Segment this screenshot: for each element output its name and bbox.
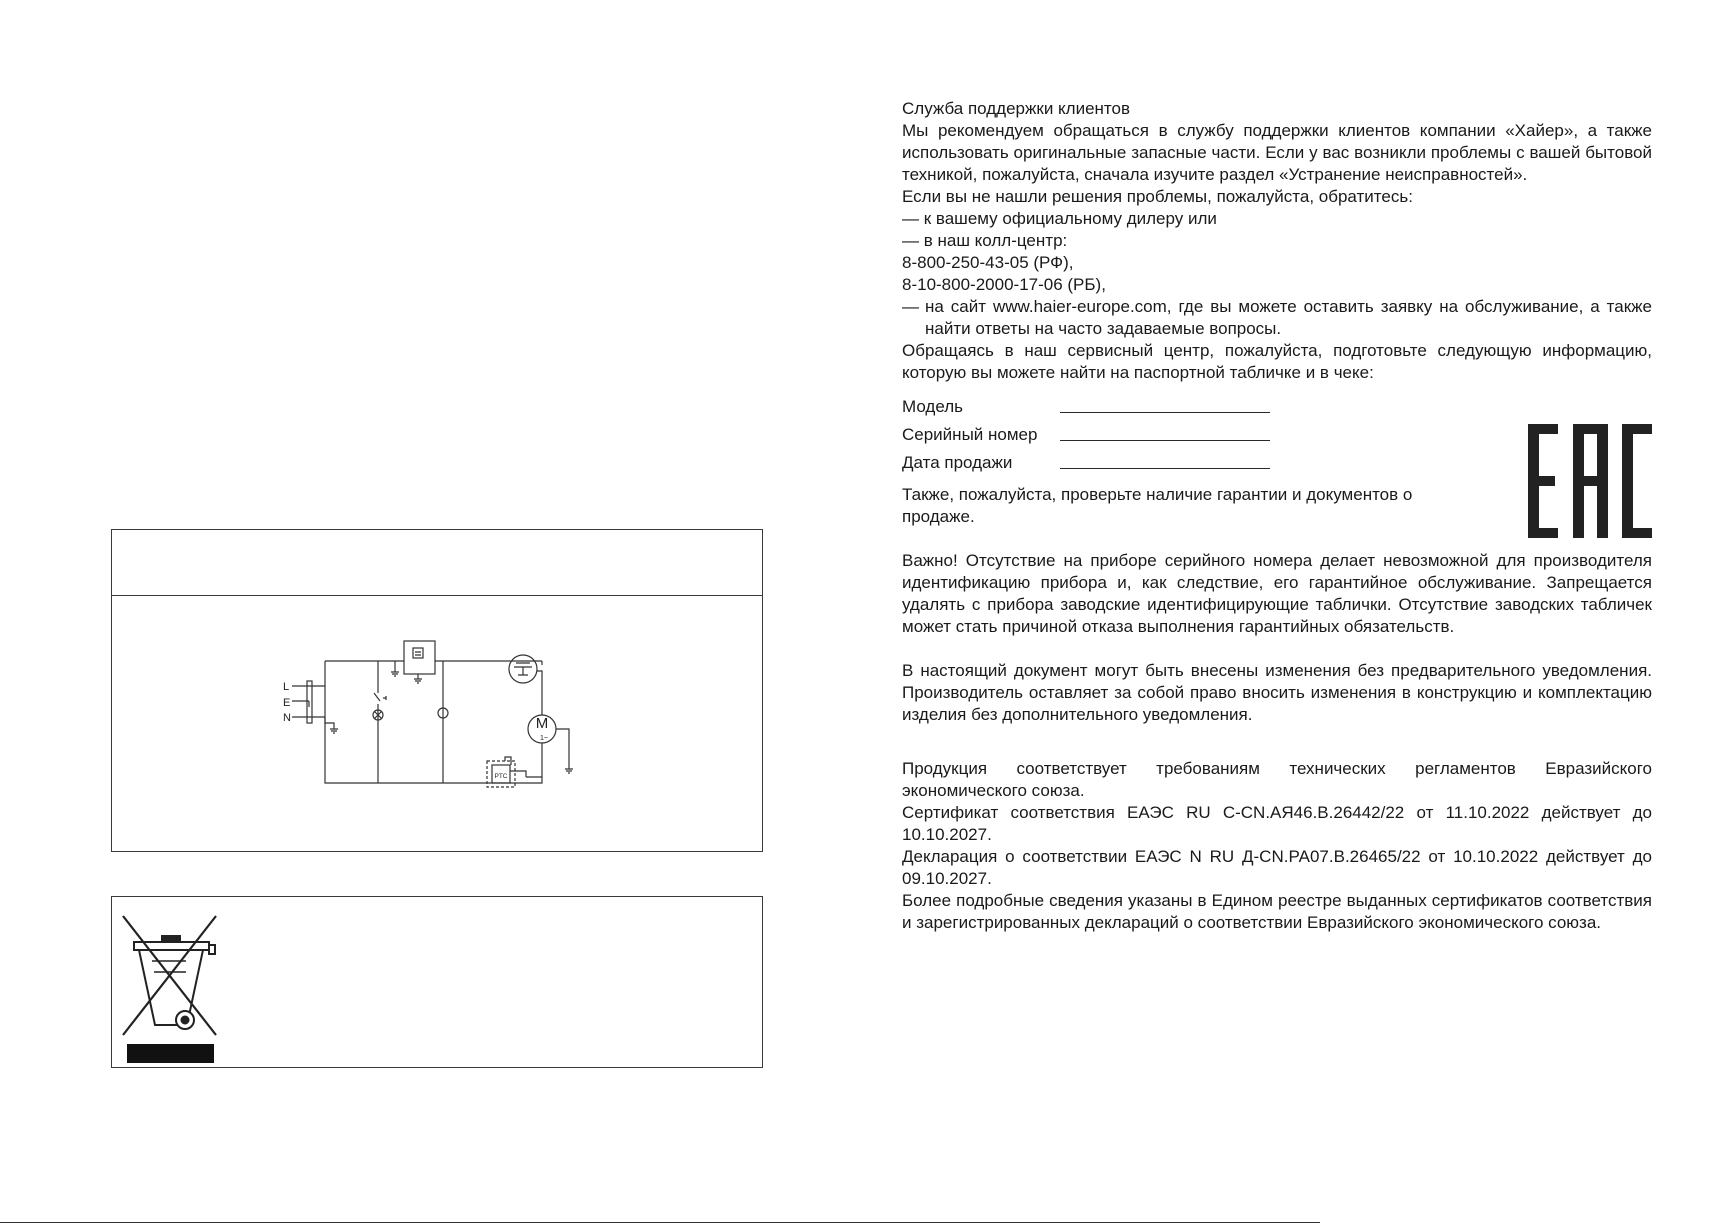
motor-ground-icon (556, 729, 573, 773)
thermostat-inner (413, 648, 423, 658)
model-field: Модель (902, 390, 1652, 418)
wiring-diagram-header (112, 530, 762, 596)
support-prepare: Обращаясь в наш сервисный центр, пожалуйста, подготовьте следующую информацию, которую вы можете найти на паспортной табличке и в чеке: (902, 341, 1652, 382)
serial-number-field: Серийный номер (902, 418, 1652, 446)
support-call-center: — в наш колл-центр: (902, 231, 1068, 250)
support-heading: Служба поддержки клиентов (902, 99, 1131, 118)
conformity-text: Продукция соответствует требованиям технических регламентов Евразийского экономического союза. (902, 759, 1652, 800)
svg-text:1~: 1~ (540, 735, 548, 742)
sale-date-blank-line (1060, 448, 1270, 469)
important-notice: Важно! Отсутствие на приборе серийного номера делает невозможной для производителя идентификацию прибора и, как следствие, его гарантийное обслуживание. Запрещается удалять с прибора заводские идентифицирующие таблички. Отсутствие заводских табличек может стать причиной отказа выполнения гарантийных обязательств. (902, 551, 1652, 636)
weee-disposal-box (111, 896, 763, 1068)
svg-text:M: M (535, 715, 549, 732)
certificate-text: Сертификат соответствия ЕАЭС RU C-CN.АЯ46.В.26442/22 от 11.10.2022 действует до 10.10.2027. (902, 803, 1652, 844)
wiring-diagram (112, 595, 762, 851)
support-if-not-found: Если вы не нашли решения проблемы, пожалуйста, обратитесь: (902, 187, 1413, 206)
support-website: — на сайт www.haier-europe.com, где вы можете оставить заявку на обслуживание, а также найти ответы на часто задаваемые вопросы. (902, 297, 1652, 338)
support-intro: Мы рекомендуем обращаться в службу поддержки клиентов компании «Хайер», а также использовать оригинальные запасные части. Если у вас возникли проблемы с вашей бытовой техникой, пожалуйста, сначала изучите раздел «Устранение неисправностей». (902, 121, 1652, 184)
svg-text:PTC: PTC (494, 773, 508, 780)
phone-rb: 8-10-800-2000-17-06 (РБ), (902, 275, 1106, 294)
terminal-l-label: L (283, 681, 290, 693)
eac-mark-icon (1528, 424, 1652, 538)
terminal-n-label: N (283, 712, 291, 724)
thermostat-ground-icon (414, 674, 422, 683)
support-dealer: — к вашему официальному дилеру или (902, 209, 1217, 228)
serial-number-blank-line (1060, 420, 1270, 441)
registry-text: Более подробные сведения указаны в Едином реестре выданных сертификатов соответствия и зарегистрированных деклараций о соответствии Евразийского экономического союза. (902, 891, 1652, 932)
model-blank-line (1060, 392, 1270, 413)
changes-notice: В настоящий документ могут быть внесены изменения без предварительного уведомления. Производитель оставляет за собой право вносить изменения в конструкцию и комплектацию изделия без дополнительного уведомления. (902, 661, 1652, 724)
check-warranty-text: Также, пожалуйста, проверьте наличие гарантии и документов о продаже. (902, 485, 1413, 526)
terminal-e-label: E (283, 697, 291, 709)
declaration-text: Декларация о соответствии ЕАЭС N RU Д-CN.РА07.В.26465/22 от 10.10.2022 действует до 09.10.2027. (902, 847, 1652, 888)
phone-rf: 8-800-250-43-05 (РФ), (902, 253, 1074, 272)
wiring-diagram-box (111, 529, 763, 852)
crossed-out-wheelie-bin-icon (112, 897, 232, 1067)
door-switch-icon (374, 693, 380, 701)
ground-icon (391, 661, 399, 676)
sale-date-field: Дата продажи (902, 446, 1652, 474)
bottom-rule (0, 1222, 1320, 1223)
